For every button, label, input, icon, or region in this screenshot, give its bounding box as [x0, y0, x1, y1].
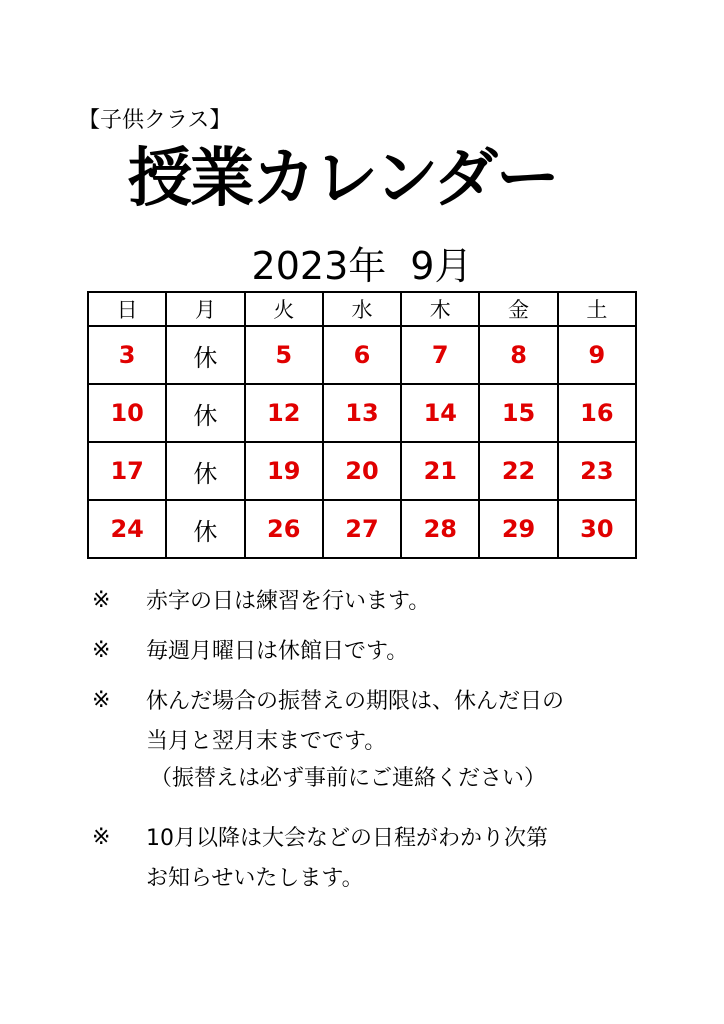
page-title: 授業カレンダー: [128, 142, 558, 216]
day-cell: 9: [558, 326, 636, 384]
month-heading: [0, 243, 724, 289]
day-cell: 14: [401, 384, 479, 442]
day-cell: 29: [479, 500, 557, 558]
month-label: 9月: [410, 244, 473, 288]
day-cell: 24: [88, 500, 166, 558]
day-cell: 13: [323, 384, 401, 442]
weekday-header-row: [88, 292, 636, 326]
closed-day-cell: 休: [166, 500, 244, 558]
closed-day-cell: 休: [166, 326, 244, 384]
weekday-header: 土: [558, 292, 636, 326]
day-cell: 15: [479, 384, 557, 442]
day-cell: 7: [401, 326, 479, 384]
day-cell: 5: [245, 326, 323, 384]
note-text: 毎週月曜日は休館日です。: [146, 639, 409, 664]
closed-day-cell: 休: [166, 442, 244, 500]
note-line: 当月と翌月末までです。: [146, 729, 387, 754]
calendar-week-row: [88, 442, 636, 500]
calendar-week-row: [88, 500, 636, 558]
weekday-header: 木: [401, 292, 479, 326]
weekday-header: 水: [323, 292, 401, 326]
weekday-header: 金: [479, 292, 557, 326]
class-label: 【子供クラス】: [78, 108, 232, 133]
day-cell: 26: [245, 500, 323, 558]
note-line: 10月以降は大会などの日程がわかり次第: [146, 826, 548, 851]
note-text: [146, 682, 564, 762]
note-sub-text: （振替えは必ず事前にご連絡ください）: [150, 766, 547, 791]
closed-day-cell: 休: [166, 384, 244, 442]
note-line: 休んだ場合の振替えの期限は、休んだ日の: [146, 689, 565, 714]
day-cell: 6: [323, 326, 401, 384]
day-cell: 16: [558, 384, 636, 442]
year-label: 2023年: [251, 244, 387, 288]
weekday-header: 火: [245, 292, 323, 326]
calendar-week-row: [88, 326, 636, 384]
note-mark: ※: [92, 588, 111, 613]
day-cell: 17: [88, 442, 166, 500]
day-cell: 28: [401, 500, 479, 558]
day-cell: 12: [245, 384, 323, 442]
day-cell: 19: [245, 442, 323, 500]
calendar-table: [87, 291, 637, 559]
day-cell: 20: [323, 442, 401, 500]
weekday-header: 日: [88, 292, 166, 326]
day-cell: 30: [558, 500, 636, 558]
note-line: お知らせいたします。: [146, 866, 364, 891]
day-cell: 21: [401, 442, 479, 500]
day-cell: 23: [558, 442, 636, 500]
calendar-week-row: [88, 384, 636, 442]
note-mark: ※: [92, 688, 111, 713]
note-mark: ※: [92, 638, 111, 663]
note-mark: ※: [92, 825, 111, 850]
weekday-header: 月: [166, 292, 244, 326]
note-text: 赤字の日は練習を行います。: [146, 589, 431, 614]
day-cell: 27: [323, 500, 401, 558]
day-cell: 8: [479, 326, 557, 384]
day-cell: 3: [88, 326, 166, 384]
note-text: [146, 819, 548, 899]
day-cell: 22: [479, 442, 557, 500]
day-cell: 10: [88, 384, 166, 442]
